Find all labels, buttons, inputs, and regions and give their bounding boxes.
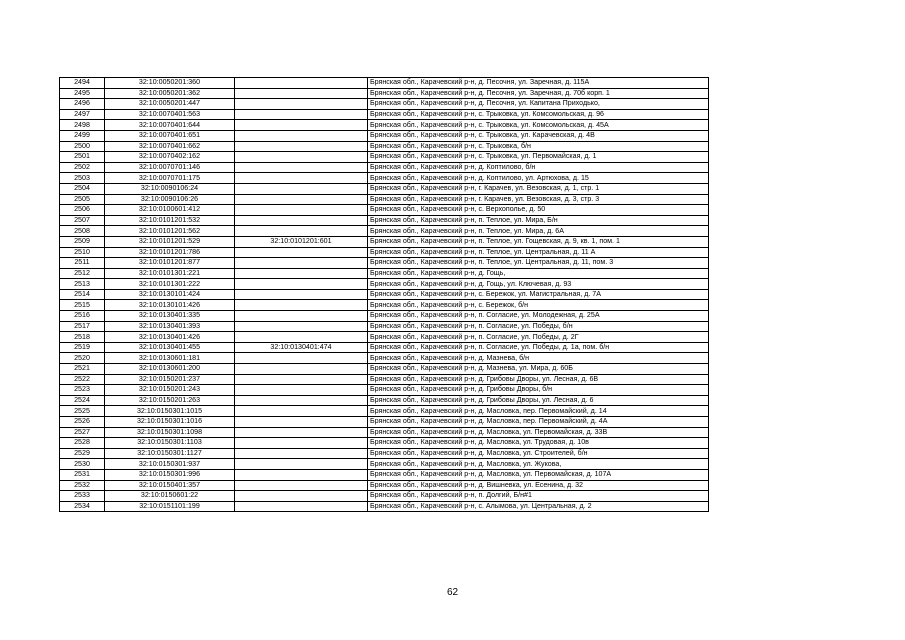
row-number-cell: 2531 — [60, 469, 105, 480]
address-cell: Брянская обл., Карачевский р-н, с. Трыковка, ул. Комсомольская, д. 96 — [368, 109, 709, 120]
parent-cadastral-number-cell — [235, 215, 368, 226]
table-row — [60, 469, 709, 480]
address-cell: Брянская обл., Карачевский р-н, д. Масловка, ул. Строителей, б/н — [368, 448, 709, 459]
address-cell: Брянская обл., Карачевский р-н, г. Карачев, ул. Везовская, д. 1, стр. 1 — [368, 183, 709, 194]
row-number-cell: 2517 — [60, 321, 105, 332]
address-cell: Брянская обл., Карачевский р-н, д. Масловка, ул. Трудовая, д. 10в — [368, 438, 709, 449]
row-number-cell: 2494 — [60, 78, 105, 89]
cadastral-number-cell: 32:10:0150301:996 — [105, 469, 235, 480]
parent-cadastral-number-cell — [235, 99, 368, 110]
cadastral-number-cell: 32:10:0130101:424 — [105, 289, 235, 300]
address-cell: Брянская обл., Карачевский р-н, п. Согласие, ул. Победы, д. 1а, пом. б/н — [368, 342, 709, 353]
table-row — [60, 279, 709, 290]
row-number-cell: 2518 — [60, 332, 105, 343]
address-cell: Брянская обл., Карачевский р-н, д. Грибовы Дворы, б/н — [368, 385, 709, 396]
row-number-cell: 2519 — [60, 342, 105, 353]
cadastral-number-cell: 32:10:0101201:877 — [105, 258, 235, 269]
cadastral-number-cell: 32:10:0100601:412 — [105, 205, 235, 216]
table-row — [60, 236, 709, 247]
row-number-cell: 2530 — [60, 459, 105, 470]
table-row — [60, 141, 709, 152]
parent-cadastral-number-cell — [235, 289, 368, 300]
cadastral-number-cell: 32:10:0150401:357 — [105, 480, 235, 491]
parent-cadastral-number-cell — [235, 374, 368, 385]
table-row — [60, 78, 709, 89]
address-cell: Брянская обл., Карачевский р-н, п. Теплое, ул. Центральная, д. 11 А — [368, 247, 709, 258]
page-number: 62 — [446, 587, 459, 598]
cadastral-number-cell: 32:10:0130401:393 — [105, 321, 235, 332]
address-cell: Брянская обл., Карачевский р-н, п. Теплое, ул. Мира, Б/н — [368, 215, 709, 226]
parent-cadastral-number-cell — [235, 268, 368, 279]
cadastral-number-cell: 32:10:0130401:426 — [105, 332, 235, 343]
cadastral-number-cell: 32:10:0101201:532 — [105, 215, 235, 226]
cadastral-number-cell: 32:10:0070701:146 — [105, 162, 235, 173]
address-cell: Брянская обл., Карачевский р-н, д. Вишневка, ул. Есенина, д. 32 — [368, 480, 709, 491]
cadastral-number-cell: 32:10:0070401:563 — [105, 109, 235, 120]
row-number-cell: 2534 — [60, 501, 105, 512]
table-row — [60, 130, 709, 141]
cadastral-number-cell: 32:10:0090106:24 — [105, 183, 235, 194]
row-number-cell: 2499 — [60, 130, 105, 141]
parent-cadastral-number-cell — [235, 258, 368, 269]
table-row — [60, 152, 709, 163]
table-row — [60, 480, 709, 491]
cadastral-number-cell: 32:10:0150201:237 — [105, 374, 235, 385]
table-row — [60, 501, 709, 512]
table-row — [60, 258, 709, 269]
row-number-cell: 2498 — [60, 120, 105, 131]
parent-cadastral-number-cell — [235, 205, 368, 216]
cadastral-number-cell: 32:10:0150301:1098 — [105, 427, 235, 438]
cadastral-number-cell: 32:10:0150601:22 — [105, 491, 235, 502]
table-row — [60, 364, 709, 375]
parent-cadastral-number-cell — [235, 173, 368, 184]
parent-cadastral-number-cell — [235, 311, 368, 322]
address-cell: Брянская обл., Карачевский р-н, д. Гощь, — [368, 268, 709, 279]
address-cell: Брянская обл., Карачевский р-н, д. Масловка, пер. Первомайский, д. 14 — [368, 406, 709, 417]
row-number-cell: 2502 — [60, 162, 105, 173]
table-row — [60, 332, 709, 343]
parent-cadastral-number-cell — [235, 194, 368, 205]
parent-cadastral-number-cell — [235, 448, 368, 459]
cadastral-number-cell: 32:10:0130601:200 — [105, 364, 235, 375]
row-number-cell: 2510 — [60, 247, 105, 258]
table-row — [60, 342, 709, 353]
row-number-cell: 2503 — [60, 173, 105, 184]
table-row — [60, 427, 709, 438]
table-row — [60, 173, 709, 184]
table-row — [60, 417, 709, 428]
parent-cadastral-number-cell — [235, 300, 368, 311]
table-row — [60, 353, 709, 364]
row-number-cell: 2511 — [60, 258, 105, 269]
address-cell: Брянская обл., Карачевский р-н, д. Коптилово, б/н — [368, 162, 709, 173]
row-number-cell: 2497 — [60, 109, 105, 120]
table-row — [60, 321, 709, 332]
parent-cadastral-number-cell — [235, 78, 368, 89]
row-number-cell: 2527 — [60, 427, 105, 438]
parent-cadastral-number-cell — [235, 183, 368, 194]
row-number-cell: 2532 — [60, 480, 105, 491]
table-row — [60, 459, 709, 470]
address-cell: Брянская обл., Карачевский р-н, с. Трыковка, ул. Карачевская, д. 4В — [368, 130, 709, 141]
table-row — [60, 448, 709, 459]
address-cell: Брянская обл., Карачевский р-н, д. Песочня, ул. Заречная, д. 70б корп. 1 — [368, 88, 709, 99]
parent-cadastral-number-cell — [235, 406, 368, 417]
table-row — [60, 99, 709, 110]
table-row — [60, 406, 709, 417]
parent-cadastral-number-cell — [235, 120, 368, 131]
cadastral-number-cell: 32:10:0150301:1015 — [105, 406, 235, 417]
address-cell: Брянская обл., Карачевский р-н, д. Песочня, ул. Капитана Приходько, — [368, 99, 709, 110]
table-row — [60, 109, 709, 120]
table-row — [60, 205, 709, 216]
parent-cadastral-number-cell — [235, 141, 368, 152]
cadastral-number-cell: 32:10:0070401:662 — [105, 141, 235, 152]
row-number-cell: 2496 — [60, 99, 105, 110]
table-row — [60, 300, 709, 311]
address-cell: Брянская обл., Карачевский р-н, с. Алымова, ул. Центральная, д. 2 — [368, 501, 709, 512]
address-cell: Брянская обл., Карачевский р-н, д. Гощь, ул. Ключевая, д. 93 — [368, 279, 709, 290]
parent-cadastral-number-cell — [235, 491, 368, 502]
address-cell: Брянская обл., Карачевский р-н, д. Мазнева, б/н — [368, 353, 709, 364]
parent-cadastral-number-cell: 32:10:0130401:474 — [235, 342, 368, 353]
parent-cadastral-number-cell — [235, 332, 368, 343]
parent-cadastral-number-cell: 32:10:0101201:601 — [235, 236, 368, 247]
table-row — [60, 226, 709, 237]
row-number-cell: 2505 — [60, 194, 105, 205]
parent-cadastral-number-cell — [235, 459, 368, 470]
address-cell: Брянская обл., Карачевский р-н, с. Бережок, б/н — [368, 300, 709, 311]
address-cell: Брянская обл., Карачевский р-н, д. Масловка, ул. Первомайская, д. 107А — [368, 469, 709, 480]
cadastral-number-cell: 32:10:0150201:263 — [105, 395, 235, 406]
address-cell: Брянская обл., Карачевский р-н, п. Согласие, ул. Молодежная, д. 25А — [368, 311, 709, 322]
cadastral-number-cell: 32:10:0150301:937 — [105, 459, 235, 470]
row-number-cell: 2500 — [60, 141, 105, 152]
table-row — [60, 311, 709, 322]
cadastral-number-cell: 32:10:0101301:221 — [105, 268, 235, 279]
row-number-cell: 2524 — [60, 395, 105, 406]
parent-cadastral-number-cell — [235, 501, 368, 512]
cadastral-number-cell: 32:10:0070401:644 — [105, 120, 235, 131]
address-cell: Брянская обл., Карачевский р-н, с. Трыковка, ул. Первомайская, д. 1 — [368, 152, 709, 163]
cadastral-number-cell: 32:10:0130401:335 — [105, 311, 235, 322]
cadastral-number-cell: 32:10:0070701:175 — [105, 173, 235, 184]
row-number-cell: 2507 — [60, 215, 105, 226]
table-row — [60, 120, 709, 131]
parent-cadastral-number-cell — [235, 152, 368, 163]
address-cell: Брянская обл., Карачевский р-н, с. Трыковка, ул. Комсомольская, д. 45А — [368, 120, 709, 131]
table-row — [60, 215, 709, 226]
parent-cadastral-number-cell — [235, 88, 368, 99]
table-row — [60, 194, 709, 205]
cadastral-number-cell: 32:10:0070401:651 — [105, 130, 235, 141]
table-row — [60, 268, 709, 279]
address-cell: Брянская обл., Карачевский р-н, г. Карачев, ул. Везовская, д. 3, стр. 3 — [368, 194, 709, 205]
row-number-cell: 2514 — [60, 289, 105, 300]
parent-cadastral-number-cell — [235, 353, 368, 364]
address-cell: Брянская обл., Карачевский р-н, п. Согласие, ул. Победы, б/н — [368, 321, 709, 332]
parent-cadastral-number-cell — [235, 385, 368, 396]
cadastral-number-cell: 32:10:0050201:362 — [105, 88, 235, 99]
row-number-cell: 2529 — [60, 448, 105, 459]
address-cell: Брянская обл., Карачевский р-н, п. Теплое, ул. Мира, д. 6А — [368, 226, 709, 237]
address-cell: Брянская обл., Карачевский р-н, д. Мазнева, ул. Мира, д. 60Б — [368, 364, 709, 375]
row-number-cell: 2526 — [60, 417, 105, 428]
cadastral-number-cell: 32:10:0101201:562 — [105, 226, 235, 237]
row-number-cell: 2513 — [60, 279, 105, 290]
address-cell: Брянская обл., Карачевский р-н, п. Теплое, ул. Гощевская, д. 9, кв. 1, пом. 1 — [368, 236, 709, 247]
cadastral-number-cell: 32:10:0050201:447 — [105, 99, 235, 110]
cadastral-number-cell: 32:10:0070402:162 — [105, 152, 235, 163]
row-number-cell: 2512 — [60, 268, 105, 279]
parent-cadastral-number-cell — [235, 417, 368, 428]
row-number-cell: 2495 — [60, 88, 105, 99]
parent-cadastral-number-cell — [235, 438, 368, 449]
row-number-cell: 2506 — [60, 205, 105, 216]
address-cell: Брянская обл., Карачевский р-н, д. Масловка, ул. Жукова, — [368, 459, 709, 470]
address-cell: Брянская обл., Карачевский р-н, с. Трыковка, б/н — [368, 141, 709, 152]
row-number-cell: 2508 — [60, 226, 105, 237]
parent-cadastral-number-cell — [235, 162, 368, 173]
parent-cadastral-number-cell — [235, 321, 368, 332]
row-number-cell: 2522 — [60, 374, 105, 385]
row-number-cell: 2525 — [60, 406, 105, 417]
parent-cadastral-number-cell — [235, 364, 368, 375]
parent-cadastral-number-cell — [235, 395, 368, 406]
table-row — [60, 491, 709, 502]
parent-cadastral-number-cell — [235, 480, 368, 491]
table-row — [60, 385, 709, 396]
cadastral-number-cell: 32:10:0050201:360 — [105, 78, 235, 89]
table-row — [60, 183, 709, 194]
parent-cadastral-number-cell — [235, 130, 368, 141]
row-number-cell: 2504 — [60, 183, 105, 194]
address-cell: Брянская обл., Карачевский р-н, д. Масловка, ул. Первомайская, д. 33В — [368, 427, 709, 438]
cadastral-number-cell: 32:10:0130601:181 — [105, 353, 235, 364]
row-number-cell: 2528 — [60, 438, 105, 449]
cadastral-number-cell: 32:10:0101201:786 — [105, 247, 235, 258]
table-row — [60, 374, 709, 385]
cadastral-number-cell: 32:10:0130101:426 — [105, 300, 235, 311]
cadastral-number-cell: 32:10:0150301:1103 — [105, 438, 235, 449]
registry-table-body — [60, 78, 709, 512]
row-number-cell: 2515 — [60, 300, 105, 311]
row-number-cell: 2516 — [60, 311, 105, 322]
table-row — [60, 247, 709, 258]
address-cell: Брянская обл., Карачевский р-н, д. Масловка, пер. Первомайский, д. 4А — [368, 417, 709, 428]
parent-cadastral-number-cell — [235, 469, 368, 480]
address-cell: Брянская обл., Карачевский р-н, с. Бережок, ул. Магистральная, д. 7А — [368, 289, 709, 300]
table-row — [60, 289, 709, 300]
cadastral-number-cell: 32:10:0090106:26 — [105, 194, 235, 205]
row-number-cell: 2520 — [60, 353, 105, 364]
parent-cadastral-number-cell — [235, 226, 368, 237]
address-cell: Брянская обл., Карачевский р-н, д. Грибовы Дворы, ул. Лесная, д. 6 — [368, 395, 709, 406]
cadastral-number-cell: 32:10:0101201:529 — [105, 236, 235, 247]
address-cell: Брянская обл., Карачевский р-н, п. Теплое, ул. Центральная, д. 11, пом. 3 — [368, 258, 709, 269]
table-row — [60, 438, 709, 449]
row-number-cell: 2509 — [60, 236, 105, 247]
address-cell: Брянская обл., Карачевский р-н, д. Коптилово, ул. Артюхова, д. 15 — [368, 173, 709, 184]
table-row — [60, 162, 709, 173]
table-row — [60, 88, 709, 99]
cadastral-number-cell: 32:10:0150201:243 — [105, 385, 235, 396]
row-number-cell: 2501 — [60, 152, 105, 163]
cadastral-number-cell: 32:10:0150301:1127 — [105, 448, 235, 459]
parent-cadastral-number-cell — [235, 279, 368, 290]
address-cell: Брянская обл., Карачевский р-н, п. Согласие, ул. Победы, д. 2Г — [368, 332, 709, 343]
address-cell: Брянская обл., Карачевский р-н, д. Песочня, ул. Заречная, д. 115А — [368, 78, 709, 89]
row-number-cell: 2533 — [60, 491, 105, 502]
cadastral-number-cell: 32:10:0130401:455 — [105, 342, 235, 353]
parent-cadastral-number-cell — [235, 109, 368, 120]
row-number-cell: 2523 — [60, 385, 105, 396]
cadastral-number-cell: 32:10:0150301:1016 — [105, 417, 235, 428]
registry-table — [59, 77, 709, 512]
table-row — [60, 395, 709, 406]
row-number-cell: 2521 — [60, 364, 105, 375]
parent-cadastral-number-cell — [235, 427, 368, 438]
cadastral-number-cell: 32:10:0101301:222 — [105, 279, 235, 290]
parent-cadastral-number-cell — [235, 247, 368, 258]
address-cell: Брянская обл., Карачевский р-н, п. Долгий, Б/н#1 — [368, 491, 709, 502]
cadastral-number-cell: 32:10:0151101:199 — [105, 501, 235, 512]
address-cell: Брянская обл., Карачевский р-н, д. Грибовы Дворы, ул. Лесная, д. 6В — [368, 374, 709, 385]
address-cell: Брянская обл., Карачевский р-н, с. Верхополье, д. 50 — [368, 205, 709, 216]
